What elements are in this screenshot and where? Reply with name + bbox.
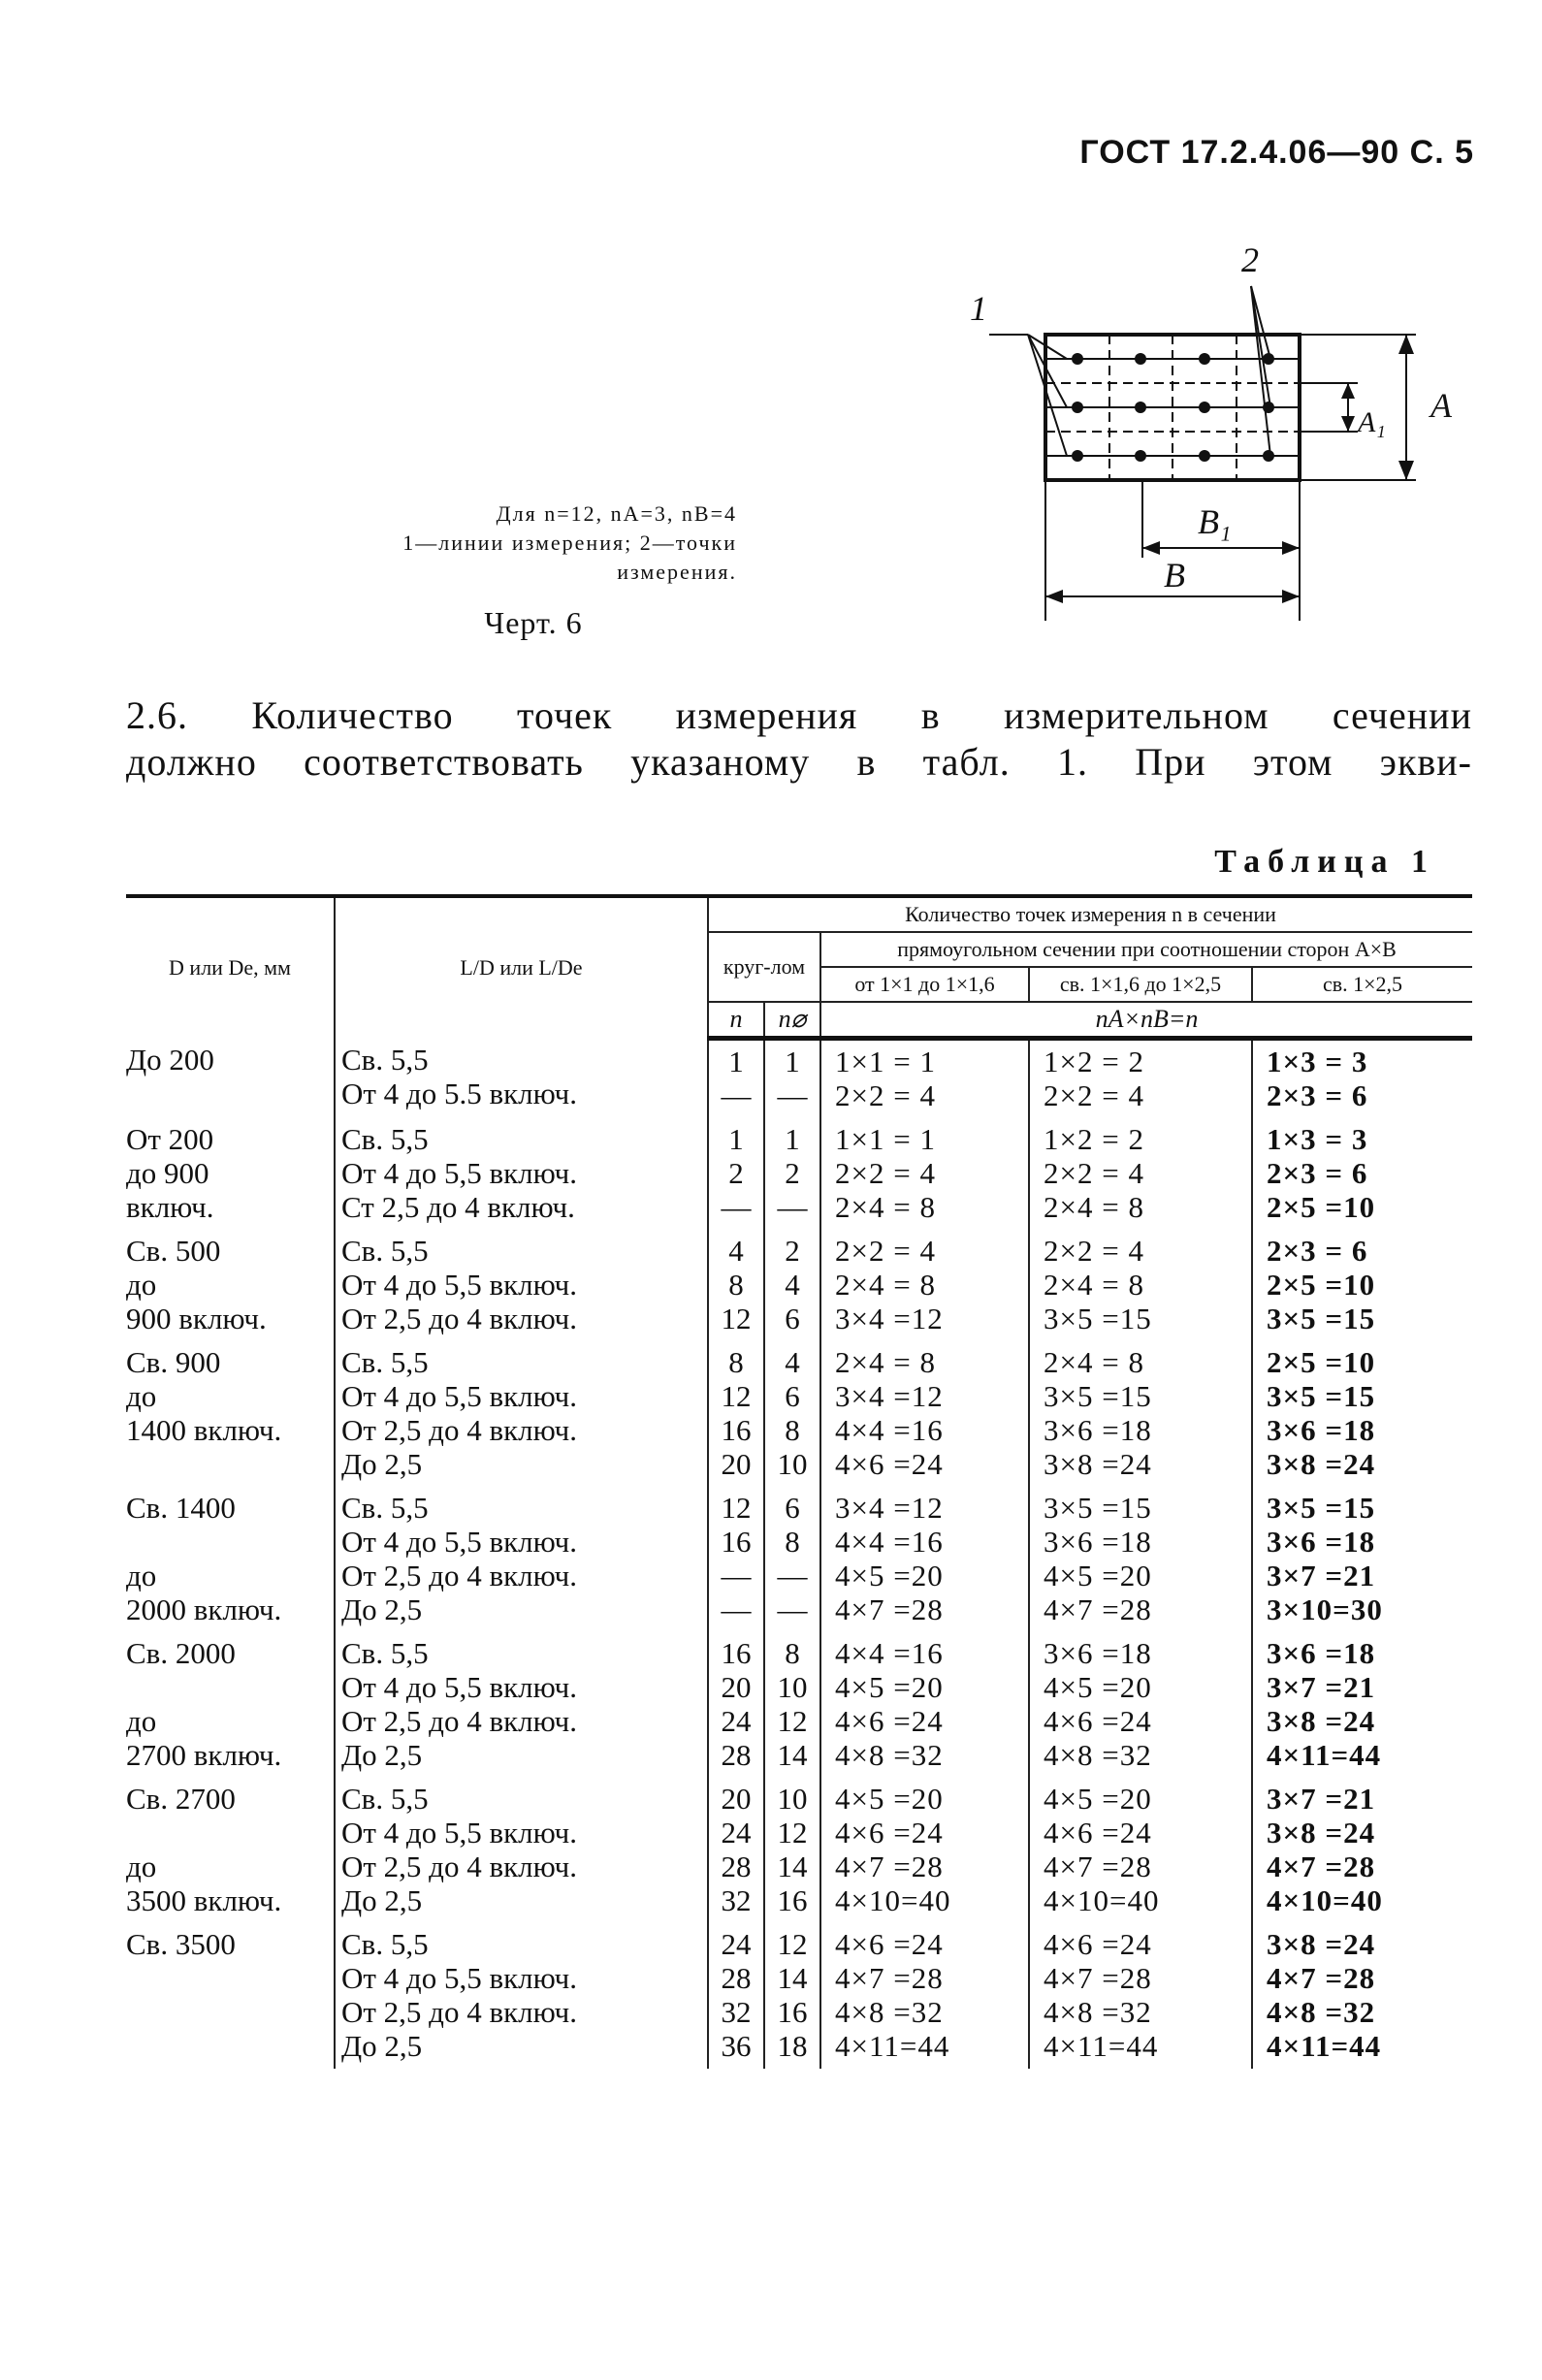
rect-a-value: 4×4 =16 (835, 1525, 944, 1559)
n-round-cell (708, 1632, 764, 1778)
rect-c-value: 4×8 =32 (1267, 1995, 1376, 2029)
table-group-row (126, 1039, 1472, 1119)
rect-b-value: 4×5 =20 (1044, 1782, 1152, 1816)
figure-note-2: 1—линии измерения; 2—точки измерения. (402, 531, 737, 584)
figure-6-diagram (960, 238, 1484, 626)
header-rect: прямоугольном сечении при соотношении сторон A×B (820, 932, 1472, 967)
n-round-value: — (721, 1078, 752, 1112)
rect-b-value: 1×2 = 2 (1044, 1122, 1144, 1156)
rect-a-value: 4×4 =16 (835, 1413, 944, 1447)
paragraph-line-2: должно соответствовать указаному в табл. 1. При этом экви- (126, 740, 1472, 784)
rect-b-value: 3×8 =24 (1044, 1447, 1152, 1481)
paragraph-2-6 (126, 692, 1472, 786)
rect-c-value: 3×10=30 (1267, 1592, 1383, 1626)
rect-b-value: 4×6 =24 (1044, 1927, 1152, 1961)
rect-b-value: 3×5 =15 (1044, 1491, 1152, 1525)
n0-round-cell (764, 1923, 820, 2069)
table-group-row (126, 1632, 1472, 1778)
n0-round-value: 6 (785, 1302, 800, 1335)
ld-ratio-value: От 2,5 до 4 включ. (341, 1413, 577, 1447)
rect-c-cell (1252, 1230, 1472, 1341)
rect-a-cell (820, 1778, 1029, 1923)
diameter-text: до (126, 1379, 157, 1413)
rect-b-value: 4×10=40 (1044, 1883, 1160, 1917)
n-round-value: 36 (721, 2029, 752, 2063)
rect-b-cell (1029, 1632, 1252, 1778)
n-round-value: 28 (721, 1738, 752, 1772)
diameter-text: От 200 (126, 1122, 214, 1156)
rect-a-value: 4×7 =28 (835, 1849, 944, 1883)
rect-c-value: 3×8 =24 (1267, 1816, 1376, 1849)
diameter-cell (126, 1341, 335, 1487)
n-round-value: 20 (721, 1670, 752, 1704)
n-round-value: 16 (721, 1413, 752, 1447)
rect-a-value: 4×8 =32 (835, 1995, 944, 2029)
rect-a-value: 2×2 = 4 (835, 1156, 936, 1190)
rect-b-value: 3×5 =15 (1044, 1379, 1152, 1413)
n-round-value: 24 (721, 1816, 752, 1849)
ld-ratio-value: От 4 до 5.5 включ. (341, 1076, 577, 1110)
n-round-value: 1 (728, 1045, 744, 1078)
diameter-cell (126, 1230, 335, 1341)
rect-c-value: 3×7 =21 (1267, 1670, 1376, 1704)
diameter-text: до 900 (126, 1156, 209, 1190)
rect-a-value: 4×6 =24 (835, 1704, 944, 1738)
n0-round-value: — (777, 1559, 808, 1592)
diameter-text (126, 1670, 328, 1704)
ld-ratio-value: От 4 до 5,5 включ. (341, 1379, 577, 1413)
rect-b-value: 2×4 = 8 (1044, 1190, 1144, 1224)
ld-ratio-value: От 2,5 до 4 включ. (341, 1704, 577, 1738)
diameter-text (126, 1525, 328, 1559)
ld-ratio-value: До 2,5 (341, 1738, 423, 1772)
ld-ratio-value: От 4 до 5,5 включ. (341, 1268, 577, 1302)
header-ld-ratio: L/D или L/De (335, 896, 708, 1039)
rect-a-value: 4×5 =20 (835, 1782, 944, 1816)
n0-round-value: 6 (785, 1379, 800, 1413)
rect-b-value: 3×6 =18 (1044, 1413, 1152, 1447)
rect-c-value: 3×8 =24 (1267, 1704, 1376, 1738)
table-group-row (126, 1118, 1472, 1230)
ld-ratio-value: Св. 5,5 (341, 1234, 429, 1268)
rect-c-value: 1×3 = 3 (1267, 1045, 1368, 1078)
rect-c-value: 3×7 =21 (1267, 1782, 1376, 1816)
rect-b-value: 2×2 = 4 (1044, 1234, 1144, 1268)
table-group-row (126, 1230, 1472, 1341)
n0-round-value: — (777, 1078, 808, 1112)
ld-ratio-value: До 2,5 (341, 1883, 423, 1917)
rect-a-cell (820, 1487, 1029, 1632)
n0-round-value: 8 (785, 1525, 800, 1559)
rect-b-value: 2×4 = 8 (1044, 1345, 1144, 1379)
n0-round-value: 14 (777, 1849, 808, 1883)
ld-ratio-cell (335, 1039, 708, 1119)
ld-ratio-value: Св. 5,5 (341, 1345, 429, 1379)
n0-round-value: 12 (777, 1816, 808, 1849)
rect-b-cell (1029, 1118, 1252, 1230)
paragraph-line-1: 2.6. Количество точек измерения в измерительном сечении (126, 693, 1472, 737)
rect-c-value: 1×3 = 3 (1267, 1122, 1368, 1156)
rect-c-cell (1252, 1118, 1472, 1230)
rect-b-cell (1029, 1487, 1252, 1632)
rect-c-value: 3×6 =18 (1267, 1636, 1376, 1670)
n0-round-cell (764, 1778, 820, 1923)
rect-b-value: 3×6 =18 (1044, 1525, 1152, 1559)
diameter-cell (126, 1039, 335, 1119)
rect-b-value: 4×8 =32 (1044, 1738, 1152, 1772)
n-round-value: 20 (721, 1782, 752, 1816)
rect-b-value: 4×6 =24 (1044, 1816, 1152, 1849)
n-round-cell (708, 1039, 764, 1119)
n-round-value: 32 (721, 1995, 752, 2029)
rect-a-value: 4×6 =24 (835, 1816, 944, 1849)
rect-c-value: 2×5 =10 (1267, 1345, 1376, 1379)
diameter-text: Св. 900 (126, 1345, 221, 1379)
n0-round-cell (764, 1039, 820, 1119)
n0-round-cell (764, 1118, 820, 1230)
rect-a-cell (820, 1230, 1029, 1341)
diameter-text: 2000 включ. (126, 1592, 282, 1626)
rect-a-cell (820, 1923, 1029, 2069)
n-round-value: 12 (721, 1379, 752, 1413)
rect-c-cell (1252, 1778, 1472, 1923)
rect-a-cell (820, 1632, 1029, 1778)
diameter-text: Св. 2700 (126, 1782, 236, 1816)
rect-b-value: 4×6 =24 (1044, 1704, 1152, 1738)
n0-round-value: 12 (777, 1927, 808, 1961)
header-diameter: D или De, мм (126, 896, 335, 1039)
n-round-cell (708, 1341, 764, 1487)
n0-round-value: 2 (785, 1156, 800, 1190)
figure-caption-block (330, 499, 737, 640)
ld-ratio-cell (335, 1487, 708, 1632)
rect-c-value: 3×8 =24 (1267, 1447, 1376, 1481)
rect-a-value: 4×11=44 (835, 2029, 950, 2063)
diameter-text: 3500 включ. (126, 1883, 282, 1917)
diameter-text: до (126, 1704, 157, 1738)
rect-c-value: 3×7 =21 (1267, 1559, 1376, 1592)
n0-round-value: 10 (777, 1670, 808, 1704)
rect-c-value: 2×3 = 6 (1267, 1078, 1368, 1112)
table-group-row (126, 1923, 1472, 2069)
diameter-cell (126, 1923, 335, 2069)
n0-round-value: 18 (777, 2029, 808, 2063)
rect-a-value: 1×1 = 1 (835, 1122, 936, 1156)
rect-b-value: 4×5 =20 (1044, 1670, 1152, 1704)
rect-b-value: 2×2 = 4 (1044, 1078, 1144, 1112)
n-round-value: 1 (728, 1122, 744, 1156)
n-round-value: — (721, 1559, 752, 1592)
rect-c-cell (1252, 1487, 1472, 1632)
ld-ratio-value: От 2,5 до 4 включ. (341, 1559, 577, 1592)
rect-c-cell (1252, 1341, 1472, 1487)
n-round-value: 28 (721, 1849, 752, 1883)
ld-ratio-value: От 2,5 до 4 включ. (341, 1849, 577, 1883)
rect-b-value: 4×8 =32 (1044, 1995, 1152, 2029)
rect-b-cell (1029, 1923, 1252, 2069)
n0-round-value: 16 (777, 1995, 808, 2029)
rect-c-value: 3×5 =15 (1267, 1302, 1376, 1335)
diameter-cell (126, 1118, 335, 1230)
rect-b-cell (1029, 1039, 1252, 1119)
diameter-cell (126, 1778, 335, 1923)
page-header: ГОСТ 17.2.4.06—90 С. 5 (1079, 134, 1474, 171)
ld-ratio-cell (335, 1632, 708, 1778)
header-count: Количество точек измерения n в сечении (708, 896, 1472, 932)
rect-a-value: 3×4 =12 (835, 1491, 944, 1525)
n0-round-value: 12 (777, 1704, 808, 1738)
rect-a-value: 2×2 = 4 (835, 1234, 936, 1268)
n0-round-value: 10 (777, 1447, 808, 1481)
rect-a-value: 4×8 =32 (835, 1738, 944, 1772)
ld-ratio-cell (335, 1230, 708, 1341)
n0-round-value: 1 (785, 1045, 800, 1078)
rect-c-cell (1252, 1923, 1472, 2069)
rect-c-value: 2×5 =10 (1267, 1190, 1376, 1224)
rect-a-value: 4×4 =16 (835, 1636, 944, 1670)
table-title: Таблица 1 (1214, 844, 1435, 880)
diameter-text: До 200 (126, 1042, 214, 1077)
diameter-cell (126, 1487, 335, 1632)
ld-ratio-value: От 4 до 5,5 включ. (341, 1961, 577, 1995)
rect-b-cell (1029, 1778, 1252, 1923)
rect-c-value: 3×6 =18 (1267, 1525, 1376, 1559)
figure-caption: Черт. 6 (484, 605, 583, 640)
rect-a-cell (820, 1341, 1029, 1487)
rect-c-value: 2×3 = 6 (1267, 1234, 1368, 1268)
rect-b-value: 4×5 =20 (1044, 1559, 1152, 1592)
n0-round-cell (764, 1632, 820, 1778)
rect-c-value: 4×7 =28 (1267, 1849, 1376, 1883)
ld-ratio-value: Ст 2,5 до 4 включ. (341, 1190, 575, 1224)
n0-round-value: — (777, 1190, 808, 1224)
ld-ratio-value: От 4 до 5,5 включ. (341, 1525, 577, 1559)
figure-label-B1: B₁ (1198, 502, 1232, 541)
n0-round-cell (764, 1341, 820, 1487)
rect-b-value: 2×4 = 8 (1044, 1268, 1144, 1302)
header-rect-c: св. 1×2,5 (1252, 967, 1472, 1002)
rect-a-value: 4×7 =28 (835, 1592, 944, 1626)
rect-b-cell (1029, 1341, 1252, 1487)
rect-a-value: 2×4 = 8 (835, 1190, 936, 1224)
header-round: круг-лом (708, 932, 820, 1002)
rect-b-cell (1029, 1230, 1252, 1341)
ld-ratio-cell (335, 1118, 708, 1230)
diameter-text: до (126, 1849, 157, 1883)
header-n: n (708, 1002, 764, 1039)
n-round-cell (708, 1487, 764, 1632)
rect-c-value: 4×11=44 (1267, 1738, 1382, 1772)
header-formula: nA×nB=n (820, 1002, 1472, 1039)
table-group-row (126, 1341, 1472, 1487)
ld-ratio-value: Св. 5,5 (341, 1122, 429, 1156)
n0-round-value: 4 (785, 1345, 800, 1379)
n-round-value: 4 (728, 1234, 744, 1268)
figure-label-A1: A₁ (1358, 406, 1386, 438)
ld-ratio-cell (335, 1778, 708, 1923)
n0-round-cell (764, 1487, 820, 1632)
n-round-value: 12 (721, 1491, 752, 1525)
rect-a-value: 4×5 =20 (835, 1559, 944, 1592)
rect-a-cell (820, 1118, 1029, 1230)
rect-b-value: 4×11=44 (1044, 2029, 1159, 2063)
ld-ratio-value: От 2,5 до 4 включ. (341, 1995, 577, 2029)
table-body (126, 1039, 1472, 2070)
ld-ratio-value: Св. 5,5 (341, 1491, 429, 1525)
n-round-value: 20 (721, 1447, 752, 1481)
ld-ratio-cell (335, 1923, 708, 2069)
figure-label-A: A (1430, 386, 1452, 425)
n0-round-value: 6 (785, 1491, 800, 1525)
n-round-value: 12 (721, 1302, 752, 1335)
diameter-text: Св. 2000 (126, 1636, 236, 1670)
n0-round-value: 2 (785, 1234, 800, 1268)
diameter-cell (126, 1632, 335, 1778)
rect-a-value: 2×4 = 8 (835, 1268, 936, 1302)
table-group-row (126, 1487, 1472, 1632)
n0-round-value: 14 (777, 1961, 808, 1995)
figure-label-1: 1 (970, 289, 987, 328)
rect-a-value: 4×7 =28 (835, 1961, 944, 1995)
ld-ratio-value: От 4 до 5,5 включ. (341, 1670, 577, 1704)
rect-b-value: 3×6 =18 (1044, 1636, 1152, 1670)
rect-a-value: 4×6 =24 (835, 1447, 944, 1481)
rect-a-value: 1×1 = 1 (835, 1045, 936, 1078)
rect-c-cell (1252, 1632, 1472, 1778)
rect-a-value: 3×4 =12 (835, 1379, 944, 1413)
n-round-value: 32 (721, 1883, 752, 1917)
n-round-cell (708, 1778, 764, 1923)
ld-ratio-value: Св. 5,5 (341, 1636, 429, 1670)
rect-c-value: 3×8 =24 (1267, 1927, 1376, 1961)
ld-ratio-value: От 2,5 до 4 включ. (341, 1302, 577, 1335)
rect-b-value: 3×5 =15 (1044, 1302, 1152, 1335)
n-round-value: 28 (721, 1961, 752, 1995)
n-round-value: 8 (728, 1345, 744, 1379)
n0-round-value: 8 (785, 1636, 800, 1670)
n0-round-value: 14 (777, 1738, 808, 1772)
diameter-text: до (126, 1559, 157, 1592)
ld-ratio-value: Св. 5,5 (341, 1042, 429, 1077)
ld-ratio-value: До 2,5 (341, 1447, 423, 1481)
rect-b-value: 1×2 = 2 (1044, 1045, 1144, 1078)
figure-label-B: B (1164, 556, 1185, 595)
n0-round-value: 10 (777, 1782, 808, 1816)
measurement-points-table (126, 894, 1472, 2069)
figure-label-2: 2 (1241, 241, 1259, 279)
rect-a-value: 3×4 =12 (835, 1302, 944, 1335)
diameter-text: Св. 1400 (126, 1491, 236, 1525)
n-round-value: 2 (728, 1156, 744, 1190)
n0-round-value: 1 (785, 1122, 800, 1156)
rect-c-value: 4×11=44 (1267, 2029, 1382, 2063)
figure-note-1: Для n=12, nA=3, nB=4 (496, 501, 737, 526)
rect-c-value: 4×10=40 (1267, 1883, 1383, 1917)
ld-ratio-value: От 4 до 5,5 включ. (341, 1156, 577, 1190)
rect-a-value: 4×5 =20 (835, 1670, 944, 1704)
rect-c-value: 2×5 =10 (1267, 1268, 1376, 1302)
n0-round-value: — (777, 1592, 808, 1626)
n0-round-value: 8 (785, 1413, 800, 1447)
diameter-text (126, 1816, 328, 1849)
n-round-value: 16 (721, 1636, 752, 1670)
rect-c-cell (1252, 1039, 1472, 1119)
diameter-text: Св. 3500 (126, 1927, 236, 1961)
diameter-text: 1400 включ. (126, 1413, 282, 1447)
ld-ratio-value: От 4 до 5,5 включ. (341, 1816, 577, 1849)
n0-round-value: 4 (785, 1268, 800, 1302)
rect-a-value: 2×4 = 8 (835, 1345, 936, 1379)
rect-b-value: 2×2 = 4 (1044, 1156, 1144, 1190)
rect-a-value: 2×2 = 4 (835, 1078, 936, 1112)
n-round-value: 8 (728, 1268, 744, 1302)
n0-round-cell (764, 1230, 820, 1341)
table-group-row (126, 1778, 1472, 1923)
ld-ratio-value: До 2,5 (341, 1592, 423, 1626)
diameter-text: включ. (126, 1190, 214, 1224)
ld-ratio-cell (335, 1341, 708, 1487)
ld-ratio-value: До 2,5 (341, 2029, 423, 2063)
header-rect-b: св. 1×1,6 до 1×2,5 (1029, 967, 1252, 1002)
rect-c-value: 3×5 =15 (1267, 1491, 1376, 1525)
rect-a-value: 4×10=40 (835, 1883, 951, 1917)
rect-a-cell (820, 1039, 1029, 1119)
n-round-cell (708, 1230, 764, 1341)
n-round-value: 16 (721, 1525, 752, 1559)
rect-b-value: 4×7 =28 (1044, 1961, 1152, 1995)
ld-ratio-value: Св. 5,5 (341, 1782, 429, 1816)
rect-c-value: 3×6 =18 (1267, 1413, 1376, 1447)
rect-a-value: 4×6 =24 (835, 1927, 944, 1961)
header-rect-a: от 1×1 до 1×1,6 (820, 967, 1029, 1002)
n-round-value: 24 (721, 1927, 752, 1961)
rect-c-value: 3×5 =15 (1267, 1379, 1376, 1413)
rect-b-value: 4×7 =28 (1044, 1592, 1152, 1626)
n-round-value: — (721, 1592, 752, 1626)
ld-ratio-value: Св. 5,5 (341, 1927, 429, 1961)
diameter-text: 900 включ. (126, 1302, 267, 1335)
header-n0: n⌀ (764, 1002, 820, 1039)
rect-c-value: 2×3 = 6 (1267, 1156, 1368, 1190)
diameter-text: до (126, 1268, 157, 1302)
diameter-text: Св. 500 (126, 1234, 221, 1268)
n-round-value: 24 (721, 1704, 752, 1738)
diameter-text: 2700 включ. (126, 1738, 282, 1772)
rect-b-value: 4×7 =28 (1044, 1849, 1152, 1883)
n-round-value: — (721, 1190, 752, 1224)
n0-round-value: 16 (777, 1883, 808, 1917)
rect-c-value: 4×7 =28 (1267, 1961, 1376, 1995)
n-round-cell (708, 1118, 764, 1230)
n-round-cell (708, 1923, 764, 2069)
